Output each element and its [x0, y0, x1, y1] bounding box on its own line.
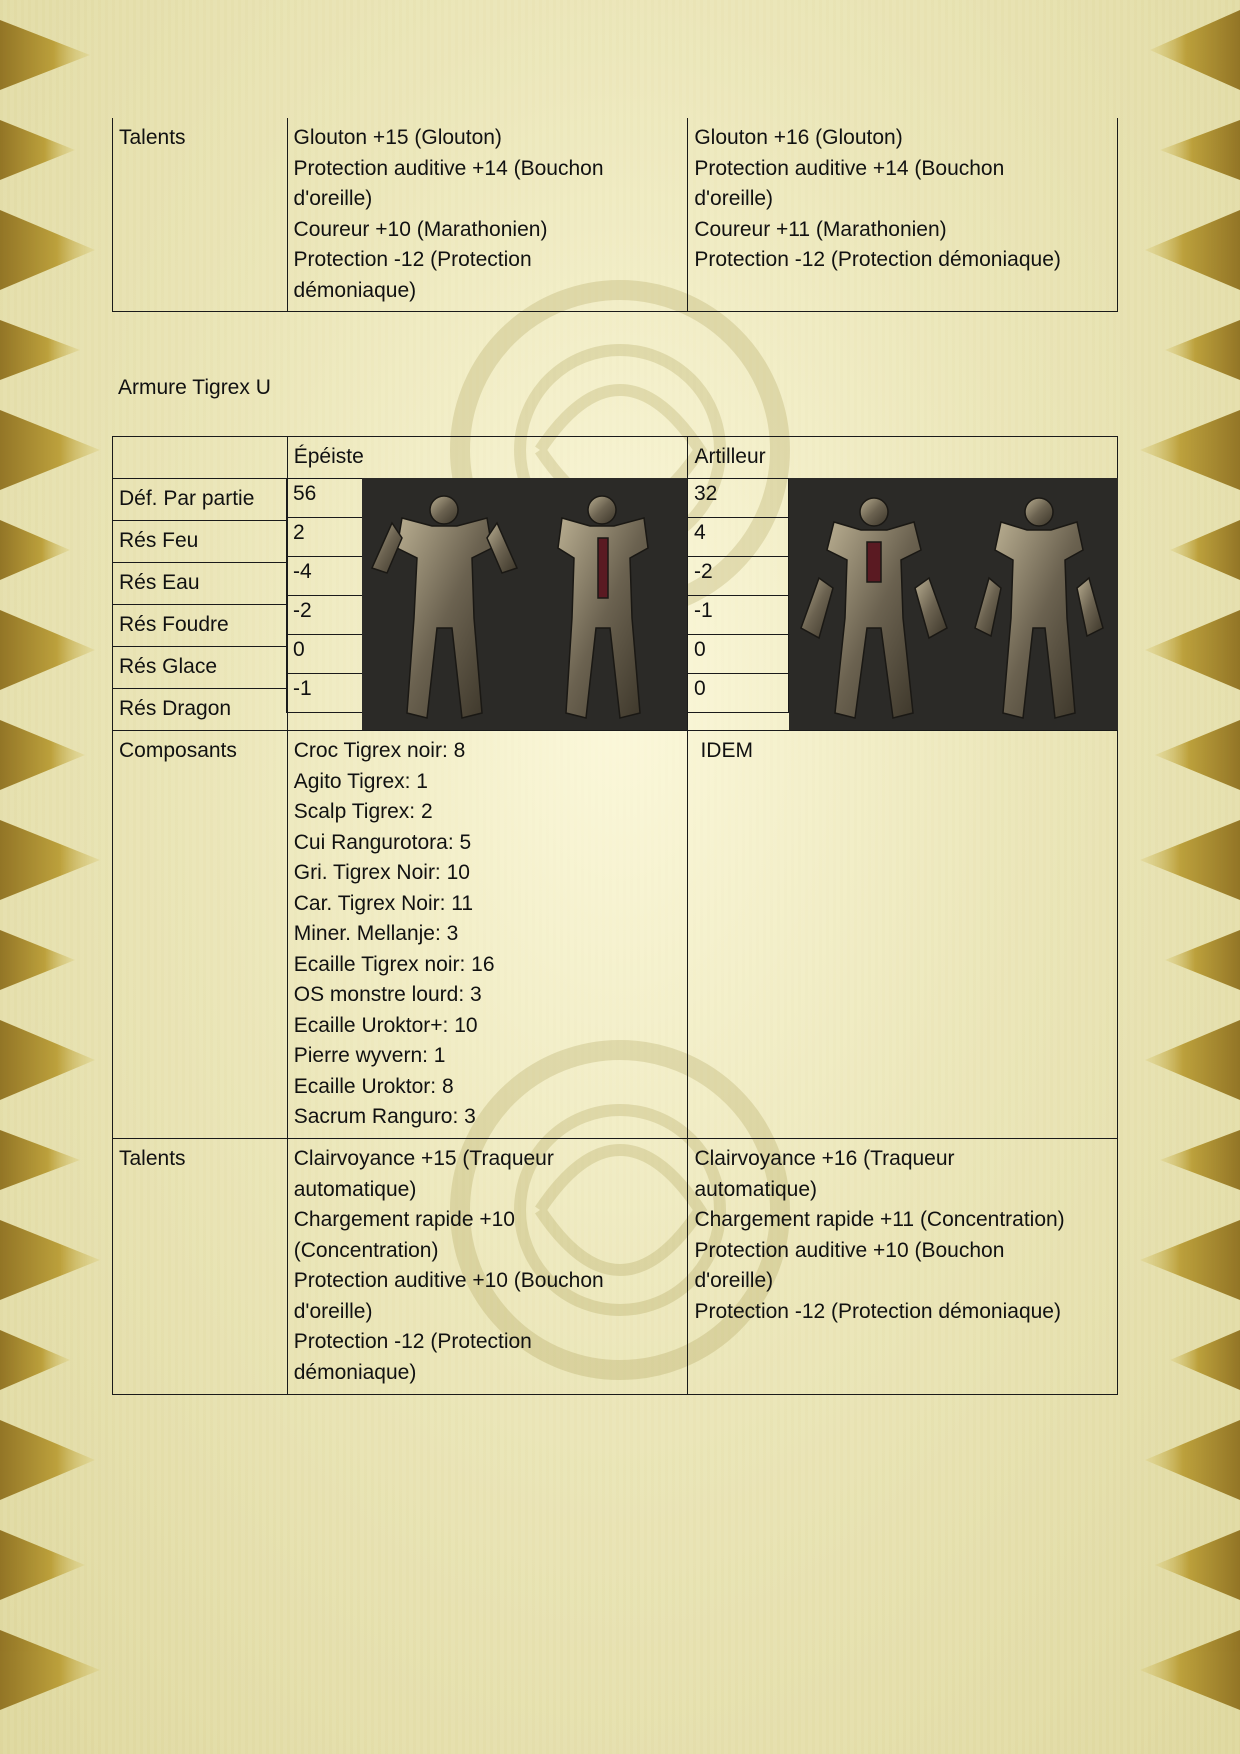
armor-title: Armure Tigrex U — [118, 376, 271, 399]
header-epeiste: Épéiste — [287, 437, 688, 479]
artilleur-stat-values — [687, 478, 789, 713]
header-artilleur: Artilleur — [688, 437, 1118, 479]
talents-label: Talents — [113, 118, 288, 312]
header-empty-cell — [113, 437, 288, 479]
armor-figure-icon — [362, 478, 687, 730]
right-triangle-border — [1120, 0, 1240, 1754]
composants-artilleur: IDEM — [688, 731, 1118, 1139]
stat-value: -1 — [688, 596, 789, 635]
stat-label: Rés Eau — [113, 563, 288, 605]
talents-epeiste: Clairvoyance +15 (Traqueur automatique) Chargement rapide +10 (Concentration) Protection auditive +10 (Bouchon d'oreille) Protection -12 (Protection démoniaque) — [287, 1139, 688, 1395]
stat-label: Rés Dragon — [113, 689, 288, 731]
stat-value: 4 — [688, 518, 789, 557]
talents-artilleur: Glouton +16 (Glouton) Protection auditive +14 (Bouchon d'oreille) Coureur +11 (Marathonien) Protection -12 (Protection démoniaque) — [688, 118, 1118, 312]
stat-value: -2 — [688, 557, 789, 596]
talents-table-previous — [112, 118, 1118, 312]
stat-value: 0 — [688, 635, 789, 674]
left-triangle-border — [0, 0, 120, 1754]
stat-value: 2 — [287, 518, 363, 557]
talents-artilleur: Clairvoyance +16 (Traqueur automatique) Chargement rapide +11 (Concentration) Protection auditive +10 (Bouchon d'oreille) Protection -12 (Protection démoniaque) — [688, 1139, 1118, 1395]
artilleur-armor-image — [789, 478, 1118, 730]
stat-value: 32 — [688, 479, 789, 518]
stat-value: 56 — [287, 479, 363, 518]
talents-epeiste: Glouton +15 (Glouton) Protection auditive +14 (Bouchon d'oreille) Coureur +10 (Marathonien) Protection -12 (Protection démoniaque) — [287, 118, 688, 312]
epeiste-stat-values — [286, 478, 363, 713]
stat-value: -2 — [287, 596, 363, 635]
stat-label: Déf. Par partie — [113, 479, 288, 521]
stat-value: -1 — [287, 674, 363, 713]
stat-value: -4 — [287, 557, 363, 596]
stat-label: Rés Feu — [113, 521, 288, 563]
armor-figure-icon — [789, 478, 1118, 730]
composants-label: Composants — [113, 731, 288, 1139]
talents-label: Talents — [113, 1139, 288, 1395]
epeiste-armor-image — [362, 478, 687, 730]
stat-value: 0 — [287, 635, 363, 674]
stat-label: Rés Foudre — [113, 605, 288, 647]
stat-label: Rés Glace — [113, 647, 288, 689]
composants-epeiste: Croc Tigrex noir: 8 Agito Tigrex: 1 Scalp Tigrex: 2 Cui Rangurotora: 5 Gri. Tigrex Noir: 10 Car. Tigrex Noir: 11 Miner. Mellanje: 3 Ecaille Tigrex noir: 16 OS monstre lourd: 3 Ecaille Uroktor+: 10 Pierre wyvern: 1 Ecaille Uroktor: 8 Sacrum Ranguro: 3 — [287, 731, 688, 1139]
stat-value: 0 — [688, 674, 789, 713]
